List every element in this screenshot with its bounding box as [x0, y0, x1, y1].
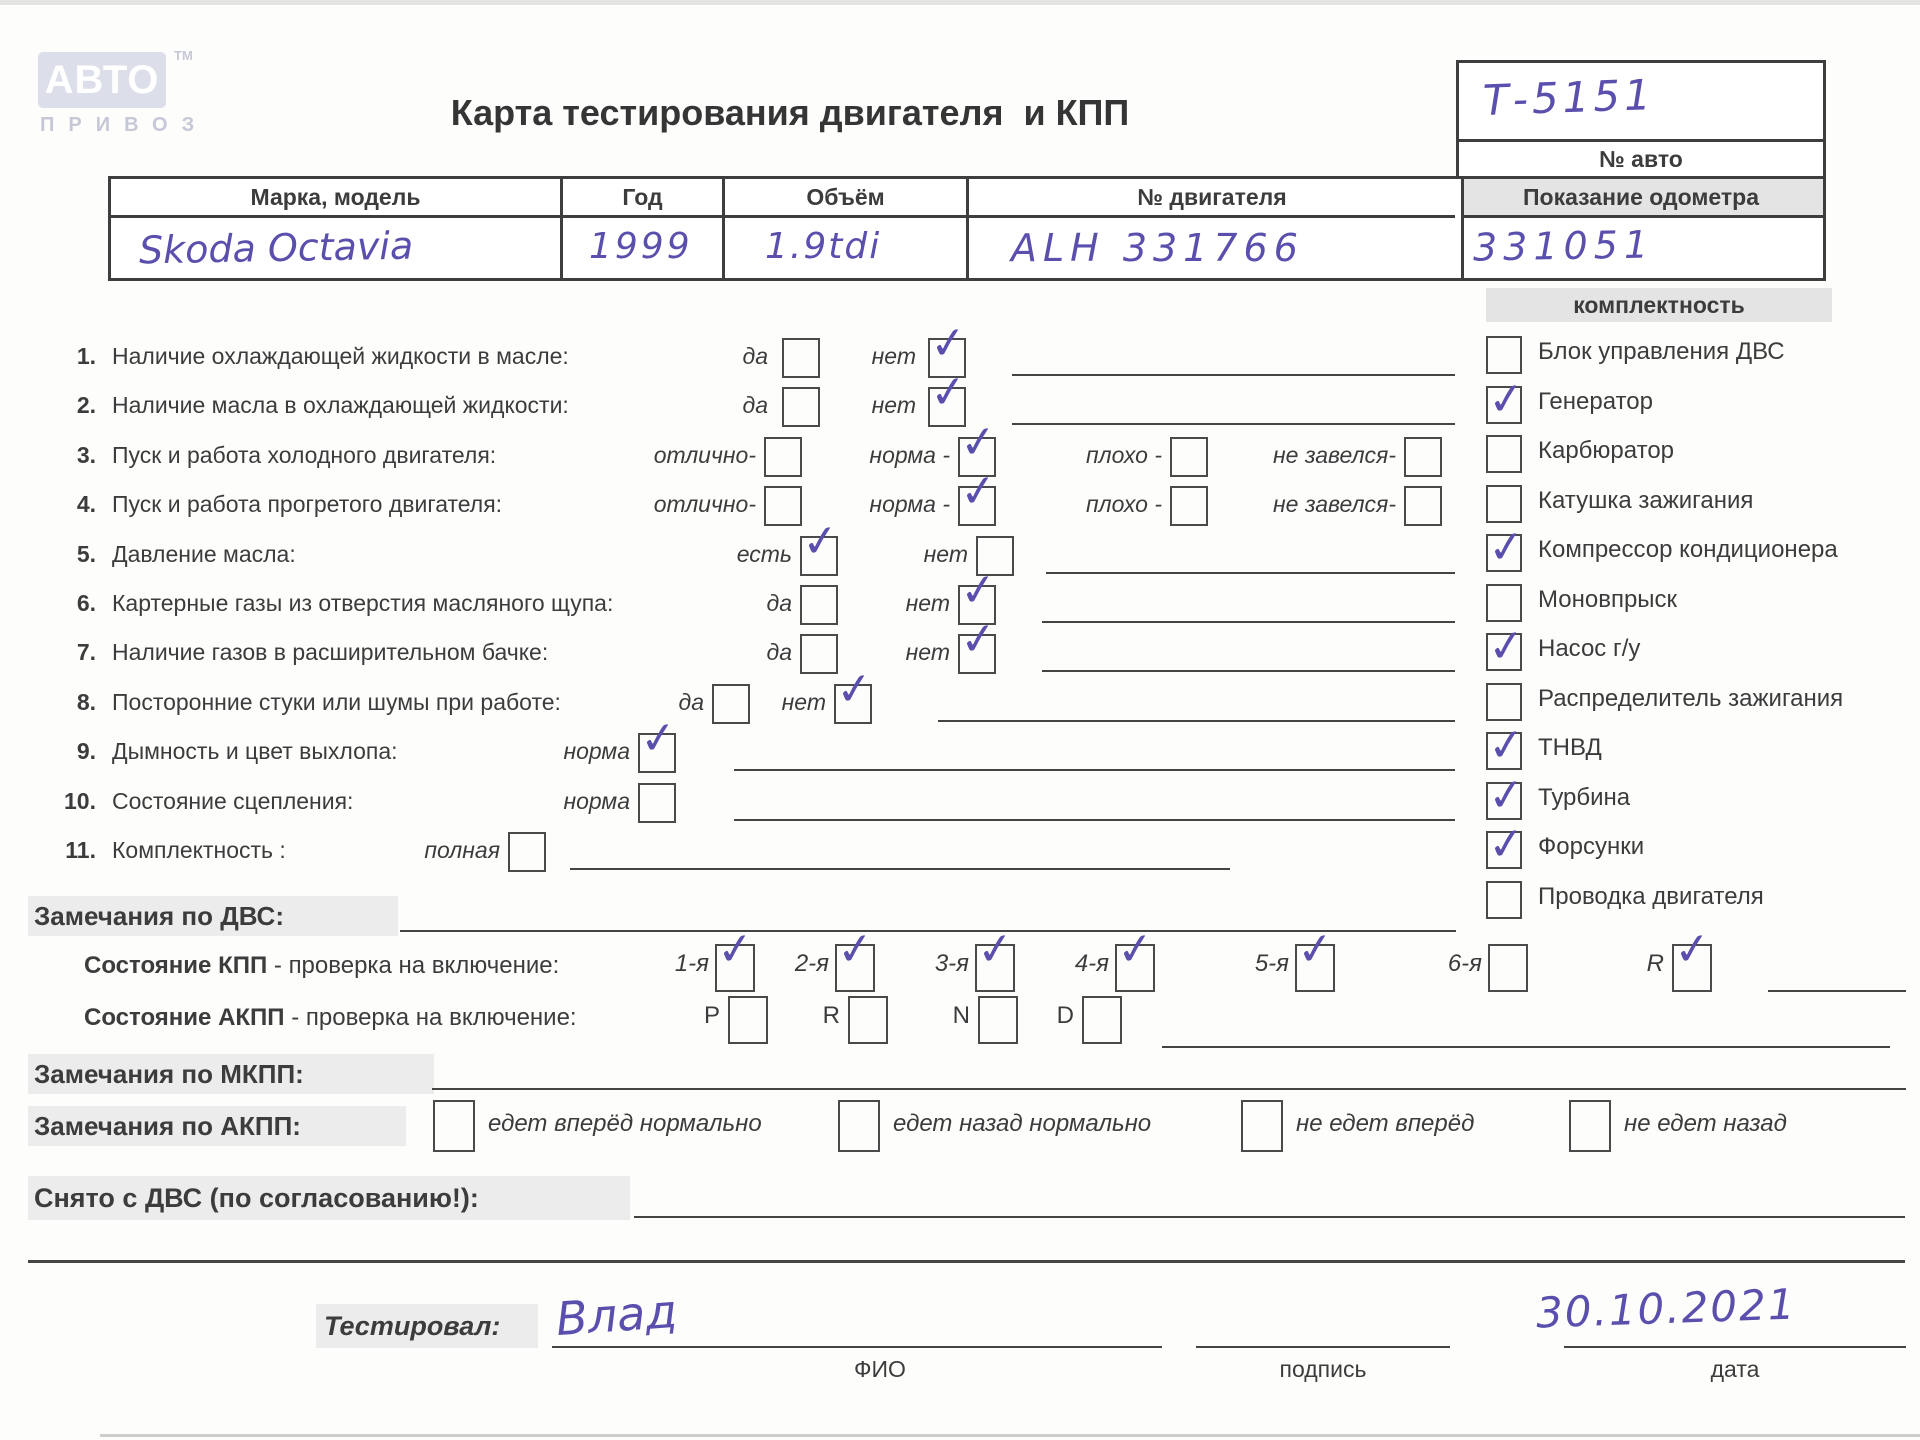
- option-label-present: есть: [736, 541, 792, 567]
- gear-6-checkbox[interactable]: [1488, 944, 1528, 992]
- vehicle-number-box: [1456, 60, 1826, 281]
- odometer-header: Показание одометра: [1459, 176, 1823, 215]
- question-row-8: [0, 684, 1920, 724]
- option-label-normal: норма: [563, 788, 630, 814]
- q7-yes-checkbox[interactable]: [800, 634, 838, 674]
- footer-separator-line: [28, 1260, 1905, 1263]
- option-label-excellent: отлично-: [653, 491, 756, 517]
- drives-backward-ok-checkbox[interactable]: [838, 1100, 880, 1152]
- question-text: Пуск и работа холодного двигателя:: [112, 442, 497, 468]
- option-label-no-start: не завелся-: [1272, 491, 1396, 517]
- header-volume: Объём: [725, 179, 969, 218]
- equipment-label: Генератор: [1538, 388, 1653, 415]
- kpp-check-row: [0, 946, 1920, 996]
- gear-label-2: 2-я: [794, 950, 829, 977]
- equipment-item-engine-wiring: [1486, 881, 1920, 921]
- q4-bad-checkbox[interactable]: [1170, 486, 1208, 526]
- kpp-label-rest: - проверка на включение:: [267, 952, 560, 979]
- q1-yes-checkbox[interactable]: [782, 338, 820, 378]
- question-text: Посторонние стуки или шумы при работе:: [112, 689, 561, 715]
- akpp-label-bold: Состояние АКПП: [84, 1004, 285, 1031]
- blank-line: [734, 819, 1455, 821]
- gear-1-checkbox[interactable]: [715, 944, 755, 992]
- scan-edge-bottom: [100, 1434, 1920, 1437]
- option-label-bad: плохо -: [1086, 491, 1162, 517]
- equipment-header: комплектность: [1486, 288, 1832, 322]
- question-text: Пуск и работа прогретого двигателя:: [112, 491, 503, 517]
- question-row-9: [0, 733, 1920, 773]
- akpp-n-checkbox[interactable]: [978, 996, 1018, 1044]
- option-label-no: нет: [871, 392, 916, 418]
- logo-box: [38, 52, 166, 108]
- q6-yes-checkbox[interactable]: [800, 585, 838, 625]
- header-make: Марка, модель: [111, 179, 563, 218]
- date-handwritten: 30.10.2021: [1535, 1279, 1798, 1338]
- gear-label-4: 4-я: [1074, 950, 1109, 977]
- vehicle-table: [108, 176, 1464, 281]
- option-label-yes: да: [766, 639, 792, 665]
- cell-volume[interactable]: [725, 218, 969, 278]
- q3-no-start-checkbox[interactable]: [1404, 437, 1442, 477]
- question-number: 10.: [64, 788, 96, 814]
- option-label-no: нет: [905, 590, 950, 616]
- equipment-label: Карбюратор: [1538, 437, 1675, 464]
- fio-caption: ФИО: [854, 1356, 906, 1382]
- date-line: [1564, 1346, 1906, 1348]
- q4-excellent-checkbox[interactable]: [764, 486, 802, 526]
- header-engine-no: № двигателя: [969, 179, 1455, 218]
- removed-from-engine-line: [634, 1216, 1905, 1218]
- akpp-d-checkbox[interactable]: [1082, 996, 1122, 1044]
- blank-line: [1162, 1046, 1890, 1048]
- gear-label-reverse: R: [1646, 950, 1664, 977]
- logo-subtitle: ПРИВОЗ: [40, 114, 209, 136]
- question-row-11: [0, 832, 1920, 872]
- gear-label-5: 5-я: [1254, 950, 1289, 977]
- blank-line: [1042, 621, 1455, 623]
- equipment-label: Проводка двигателя: [1538, 883, 1764, 910]
- question-number: 2.: [76, 392, 96, 418]
- year-handwritten: 1999: [589, 226, 693, 267]
- drives-forward-ok-label: едет вперёд нормально: [488, 1110, 762, 1137]
- signature-line: [1196, 1346, 1450, 1348]
- option-label-no: нет: [871, 343, 916, 369]
- blank-line: [1012, 423, 1455, 425]
- option-label-normal: норма -: [869, 442, 950, 468]
- no-forward-drive-label: не едет вперёд: [1296, 1110, 1475, 1137]
- q2-yes-checkbox[interactable]: [782, 387, 820, 427]
- option-label-complete: полная: [424, 837, 500, 863]
- no-forward-drive-checkbox[interactable]: [1241, 1100, 1283, 1152]
- equipment-label: Компрессор кондиционера: [1538, 536, 1838, 563]
- question-text: Наличие газов в расширительном бачке:: [112, 639, 549, 665]
- blank-line: [1768, 990, 1906, 992]
- gear-reverse-checkbox[interactable]: [1672, 944, 1712, 992]
- gear-4-checkbox[interactable]: [1115, 944, 1155, 992]
- cell-year[interactable]: [563, 218, 725, 278]
- question-row-7: [0, 634, 1920, 674]
- engine-wiring-checkbox[interactable]: [1486, 881, 1522, 919]
- auto-number-handwritten: Т-5151: [1482, 70, 1656, 125]
- header-year: Год: [563, 179, 725, 218]
- cell-make[interactable]: [111, 218, 563, 278]
- blank-line: [1012, 374, 1455, 376]
- option-label-excellent: отлично-: [653, 442, 756, 468]
- question-text: Комплектность :: [112, 837, 286, 863]
- question-number: 5.: [76, 541, 96, 567]
- option-label-normal: норма: [563, 738, 630, 764]
- tested-by-label: Тестировал:: [316, 1304, 538, 1348]
- q9-normal-checkbox[interactable]: [638, 733, 676, 773]
- akpp-label-rest: - проверка на включение:: [284, 1004, 577, 1031]
- equipment-label: Турбина: [1538, 784, 1631, 811]
- equipment-label: Моновпрыск: [1538, 586, 1678, 613]
- option-label-no: нет: [905, 639, 950, 665]
- question-number: 11.: [65, 837, 96, 863]
- question-text: Дымность и цвет выхлопа:: [112, 738, 398, 764]
- akpp-remarks-heading: Замечания по АКПП:: [28, 1106, 406, 1146]
- equipment-label: Распределитель зажигания: [1538, 685, 1844, 712]
- option-label-normal: норма -: [869, 491, 950, 517]
- removed-from-engine-heading: Снято с ДВС (по согласованию!):: [28, 1176, 630, 1220]
- q5-present-checkbox[interactable]: [800, 536, 838, 576]
- avtoprivoz-logo: [38, 50, 238, 145]
- question-number: 9.: [76, 738, 96, 764]
- question-number: 4.: [76, 491, 96, 517]
- no-backward-drive-checkbox[interactable]: [1569, 1100, 1611, 1152]
- auto-number-cell[interactable]: [1459, 63, 1823, 139]
- tester-signature-handwritten: Влад: [554, 1283, 679, 1347]
- gear-5-checkbox[interactable]: [1295, 944, 1335, 992]
- question-number: 3.: [76, 442, 96, 468]
- kpp-label-bold: Состояние КПП: [84, 952, 268, 979]
- mkpp-remarks-heading: Замечания по МКПП:: [28, 1054, 434, 1094]
- question-number: 6.: [76, 590, 96, 616]
- equipment-label: ТНВД: [1538, 734, 1602, 761]
- odometer-handwritten: 331051: [1472, 222, 1655, 270]
- akpp-label-p: P: [703, 1002, 720, 1029]
- option-label-no-start: не завелся-: [1272, 442, 1396, 468]
- option-label-yes: да: [742, 343, 768, 369]
- question-text: Картерные газы из отверстия масляного щупа:: [112, 590, 614, 616]
- question-row-4: [0, 486, 1920, 526]
- akpp-r-checkbox[interactable]: [848, 996, 888, 1044]
- q7-no-checkbox[interactable]: [958, 634, 996, 674]
- gear-2-checkbox[interactable]: [835, 944, 875, 992]
- question-text: Состояние сцепления:: [112, 788, 354, 814]
- mkpp-remarks-line: [432, 1088, 1906, 1090]
- question-number: 1.: [76, 343, 96, 369]
- blank-line: [1042, 670, 1455, 672]
- gear-label-6: 6-я: [1447, 950, 1482, 977]
- equipment-label: Форсунки: [1538, 833, 1645, 860]
- question-text: Наличие масла в охлаждающей жидкости:: [112, 392, 569, 418]
- drives-forward-ok-checkbox[interactable]: [433, 1100, 475, 1152]
- option-label-no: нет: [923, 541, 968, 567]
- logo-brand-text: АВТО: [44, 58, 160, 102]
- question-number: 7.: [76, 639, 96, 665]
- option-label-yes: да: [766, 590, 792, 616]
- dvs-remarks-heading: Замечания по ДВС:: [28, 896, 398, 936]
- gear-label-3: 3-я: [934, 950, 969, 977]
- option-label-no: нет: [781, 689, 826, 715]
- auto-number-label: № авто: [1459, 139, 1823, 176]
- q4-normal-checkbox[interactable]: [958, 486, 996, 526]
- cell-engine-no[interactable]: [969, 218, 1455, 278]
- equipment-label: Блок управления ДВС: [1538, 338, 1785, 365]
- q10-normal-checkbox[interactable]: [638, 783, 676, 823]
- engine-no-handwritten: ALH 331766: [1011, 226, 1304, 270]
- option-label-bad: плохо -: [1086, 442, 1162, 468]
- q8-no-checkbox[interactable]: [834, 684, 872, 724]
- drives-backward-ok-label: едет назад нормально: [893, 1110, 1152, 1137]
- fio-line: [552, 1346, 1162, 1348]
- akpp-p-checkbox[interactable]: [728, 996, 768, 1044]
- trademark-mark: TM: [174, 48, 193, 63]
- q11-complete-checkbox[interactable]: [508, 832, 546, 872]
- blank-line: [938, 720, 1455, 722]
- kpp-check-label: [84, 948, 559, 984]
- question-row-10: [0, 783, 1920, 823]
- akpp-check-row: [0, 998, 1920, 1050]
- odometer-cell[interactable]: [1459, 215, 1823, 278]
- no-backward-drive-label: не едет назад: [1624, 1110, 1787, 1137]
- question-text: Наличие охлаждающей жидкости в масле:: [112, 343, 569, 369]
- signature-caption: подпись: [1279, 1356, 1367, 1382]
- gear-3-checkbox[interactable]: [975, 944, 1015, 992]
- option-label-yes: да: [742, 392, 768, 418]
- make-handwritten: Skoda Octavia: [138, 223, 414, 273]
- q3-excellent-checkbox[interactable]: [764, 437, 802, 477]
- q8-yes-checkbox[interactable]: [712, 684, 750, 724]
- volume-handwritten: 1.9tdi: [765, 226, 882, 267]
- blank-line: [570, 868, 1230, 870]
- akpp-check-label: [84, 1000, 577, 1036]
- blank-line: [1046, 572, 1455, 574]
- question-text: Давление масла:: [112, 541, 296, 567]
- akpp-label-r: R: [822, 1002, 840, 1029]
- akpp-label-d: D: [1056, 1002, 1074, 1029]
- equipment-label: Катушка зажигания: [1538, 487, 1754, 514]
- akpp-label-n: N: [952, 1002, 970, 1029]
- blank-line: [734, 769, 1455, 771]
- date-caption: дата: [1710, 1356, 1760, 1382]
- scan-edge-top: [0, 0, 1920, 5]
- q4-no-start-checkbox[interactable]: [1404, 486, 1442, 526]
- gear-label-1: 1-я: [674, 950, 709, 977]
- page-title: Карта тестирования двигателя и КПП: [450, 92, 1130, 133]
- q3-bad-checkbox[interactable]: [1170, 437, 1208, 477]
- question-number: 8.: [76, 689, 96, 715]
- equipment-label: Насос г/у: [1538, 635, 1641, 662]
- option-label-yes: да: [678, 689, 704, 715]
